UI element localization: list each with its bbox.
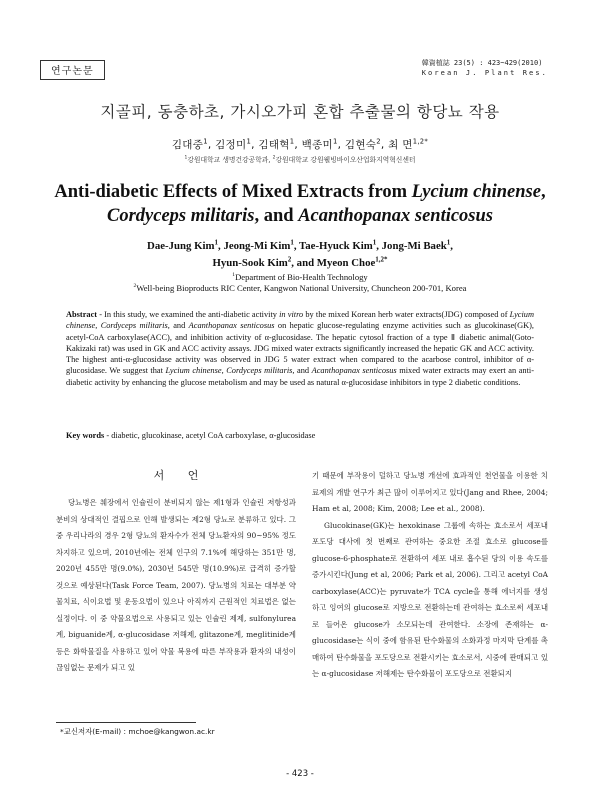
author-ko-name: 김태혁 bbox=[258, 139, 290, 151]
corresponding-author-footnote bbox=[60, 726, 215, 737]
body-paragraph bbox=[312, 468, 548, 518]
author-ko-affil: 1 bbox=[332, 137, 338, 146]
author-en-affil: 1 bbox=[290, 238, 294, 247]
abstract-text: , and bbox=[167, 321, 189, 331]
abstract-label: Abstract bbox=[66, 310, 98, 319]
author-ko-name: 최 면 bbox=[388, 139, 413, 151]
title-korean: 지골피, 동충하초, 가시오가피 혼합 추출물의 항당뇨 작용 bbox=[100, 103, 500, 121]
title-en-species: Acanthopanax senticosus bbox=[298, 206, 493, 226]
authors-english bbox=[0, 238, 600, 272]
title-en-species: Lycium chinense bbox=[411, 182, 541, 202]
abstract-species: Lycium chinense bbox=[165, 366, 222, 376]
footnote-label: *교신저자(E-mail) bbox=[60, 727, 122, 736]
affil-en-2: Well-being Bioproducts RIC Center, Kangwon National University, Chuncheon 200-701, Korea bbox=[136, 283, 467, 293]
abstract bbox=[66, 309, 534, 388]
affil-en-mark: 1 bbox=[232, 272, 236, 279]
affil-ko-1: 강원대학교 생명건강공학과, bbox=[187, 156, 271, 164]
title-en-part: , and bbox=[254, 206, 299, 226]
body-paragraph bbox=[56, 495, 296, 677]
abstract-species: Cordyceps militaris bbox=[100, 321, 168, 331]
body-column-right bbox=[312, 468, 548, 683]
author-en-affil: 1 bbox=[372, 238, 377, 247]
abstract-text: , and bbox=[292, 366, 312, 376]
author-en-affil: 2 bbox=[287, 255, 292, 264]
title-english bbox=[0, 180, 600, 228]
affil-ko-mark: 2 bbox=[272, 155, 276, 161]
abstract-text: mixed water extracts may exert an anti-diabetic activity by enhancing the glucose metabolism and may be used as natural α-glucosidase inhibitors in type 2 diabetic conditions. bbox=[66, 366, 535, 387]
author-en-affil: 1,2* bbox=[375, 255, 388, 264]
article-type-badge: 연구논문 bbox=[40, 60, 105, 80]
abstract-text: on hepatic glucose-regulating enzyme activities such as glucokinase(GK), acetyl-CoA carboxylase(ACC), and inhibition activity of α-glucosidase. The hepatic cytosol fraction of a type Ⅱ diabetic animal(Goto-Kakizaki rat) was used in GK and ACC activity assays. JDG mixed water extracts significantly increased the hepatic GK and ACC activity. The highest anti-α-glucosidase activity was observed in JDG 5 water extract when compared to the acarbose control, inhibitor of α-glucosidase. We suggest that bbox=[66, 321, 534, 376]
abstract-text: , bbox=[221, 366, 227, 376]
authors-en-line2 bbox=[0, 255, 600, 272]
affil-ko-2: 강원대학교 강원웰빙바이오산업화지역혁신센터 bbox=[275, 156, 416, 164]
author-en-conj: , and bbox=[291, 257, 317, 269]
abstract-italic: in vitro bbox=[279, 310, 304, 319]
title-en-species: Cordyceps militaris bbox=[106, 206, 255, 226]
author-ko-affil: 1,2* bbox=[412, 137, 429, 146]
affil-en-line2 bbox=[0, 283, 600, 294]
author-ko-name: 백종미 bbox=[301, 139, 333, 151]
affiliation-korean bbox=[0, 154, 600, 164]
authors-en-line1: Dae-Jung Kim$^1$, Jeong-Mi Kim$^1$, Tae-Hyuck Kim$^1$, Jong-Mi Baek$^1$, bbox=[147, 238, 453, 252]
body-paragraph-text: 기 때문에 부작용이 덜하고 당뇨병 개선에 효과적인 천연물을 이용한 치료제의 개발 연구가 최근 많이 이루어지고 있다(Jang and Rhee, 2004; Ham et al, 2008; Kim, 2008; Lee et al., 2008). bbox=[312, 471, 548, 513]
affil-en-1: Department of Bio-Health Technology bbox=[235, 272, 368, 282]
affiliation-english bbox=[0, 272, 600, 294]
abstract-text: , bbox=[95, 321, 101, 331]
body-paragraph-text: Glucokinase(GK)는 hexokinase 그룹에 속하는 효소로서 세포내 포도당 대사에 첫 번째로 관여하는 중요한 조절 효소로 glucose를 glucose-6-phosphate로 전환하여 세포 내로 흡수된 당의 이용 속도를 증가시킨다(Jung et al, 2006; Park et al, 2006). 그리고 acetyl CoA carboxylase(ACC)는 pyruvate가 TCA cycle을 통해 에너지를 생성하고 잉여의 glucose로 지방으로 전환하는데 관여하는 효소로써 세포내로 들어온 glucose가 소모되는데 관여한다. 소장에 존재하는 α-glucosidase는 식이 중에 함유된 탄수화물의 소화과정 마지막 단계를 촉매하여 탄수화물을 포도당으로 전환시키는 효소로서, 시중에 판매되고 있는 α-glucosidase 저해제는 탄수화물이 포도당으로 전환되지 bbox=[312, 520, 548, 678]
footnote-divider bbox=[56, 722, 196, 723]
author-ko-name: 김정미 bbox=[215, 139, 247, 151]
footnote-email: : mchoe@kangwon.ac.kr bbox=[121, 727, 215, 736]
affil-ko-mark: 1 bbox=[184, 155, 188, 161]
keywords bbox=[66, 431, 315, 440]
author-ko-affil: 1 bbox=[246, 137, 252, 146]
author-en-name: Jeong-Mi Kim bbox=[223, 240, 291, 252]
author-ko-name: 김대중 bbox=[171, 139, 204, 151]
author-ko-affil: 2 bbox=[376, 137, 381, 146]
author-en-name: Jong-Mi Baek bbox=[381, 240, 447, 252]
abstract-species: Acanthopanax senticosus bbox=[188, 321, 275, 331]
abstract-species: Cordyceps militaris bbox=[226, 366, 293, 376]
author-en-name: Tae-Hyuck Kim bbox=[299, 240, 373, 252]
author-ko-affil: 1 bbox=[203, 137, 208, 146]
page-number: - 423 - bbox=[286, 769, 314, 779]
author-en-affil: 1 bbox=[214, 238, 219, 247]
abstract-species: Lycium chinense bbox=[66, 310, 534, 331]
title-en-part: Anti-diabetic Effects of Mixed Extracts from bbox=[54, 182, 412, 202]
author-en-affil: 1 bbox=[446, 238, 451, 247]
abstract-species: Acanthopanax senticosus bbox=[311, 366, 397, 376]
body-paragraph bbox=[312, 518, 548, 683]
body-paragraph-text: 당뇨병은 췌장에서 인슐린이 분비되지 않는 제1형과 인슐린 저항성과 분비의 상대적인 결핍으로 인해 발생되는 제2형 당뇨로 분류하고 있다. 그 중 우리나라의 경우 2형 당뇨의 환자수가 전체 당뇨환자의 90~95% 정도 차지하고 있으며, 2010년에는 전체 인구의 7.1%에 해당하는 351만 명, 2020년 455만 명(9.0%), 2030년 545만 명(10.9%)로 급격히 증가할 것으로 예상된다(Task Force Team, 2007). 당뇨병의 치료는 대부분 약물치료, 식이요법 및 운동요법이 있으나 아직까지 근원적인 치료법은 없는 실정이다. 이 중 약물요법으로 사용되고 있는 인슐린 제제, sulfonylurea계, biguanide계, α-glucosidase 저해제, glitazone계, meglitinide계 등은 화학물질을 사용하고 있어 약물 복용에 따른 부작용과 환자의 내성이 끊임없는 문제가 되고 있 bbox=[56, 498, 296, 672]
journal-citation-line1: 韓資植誌 23(5) : 423~429(2010) bbox=[421, 59, 543, 67]
title-en-part: , bbox=[540, 182, 546, 202]
affil-en-line1 bbox=[0, 272, 600, 283]
section-heading: 서 언 bbox=[153, 469, 209, 482]
affil-en-mark: 2 bbox=[133, 283, 137, 290]
body-column-left bbox=[56, 467, 296, 677]
authors-korean: 김대중$^1$, 김정미$^1$, 김태혁$^1$, 백종미$^1$, 김현숙$^2$, 최 면$^{1,2*}$ bbox=[171, 137, 429, 151]
keywords-label: Key words bbox=[66, 431, 105, 440]
keywords-text: - diabetic, glucokinase, acetyl CoA carboxylase, α-glucosidase bbox=[104, 431, 316, 440]
author-ko-affil: 1 bbox=[289, 137, 295, 146]
author-en-name: Hyun-Sook Kim bbox=[212, 257, 288, 269]
journal-citation bbox=[422, 58, 548, 78]
author-en-name: Dae-Jung Kim bbox=[147, 240, 215, 252]
abstract-text: by the mixed Korean herb water extracts(JDG) composed of bbox=[303, 310, 510, 319]
author-en-name: Myeon Choe bbox=[316, 257, 376, 269]
journal-citation-line2: Korean J. Plant Res. bbox=[421, 69, 548, 77]
abstract-text: - In this study, we examined the anti-diabetic activity bbox=[97, 310, 280, 319]
author-ko-name: 김현숙 bbox=[344, 139, 377, 151]
